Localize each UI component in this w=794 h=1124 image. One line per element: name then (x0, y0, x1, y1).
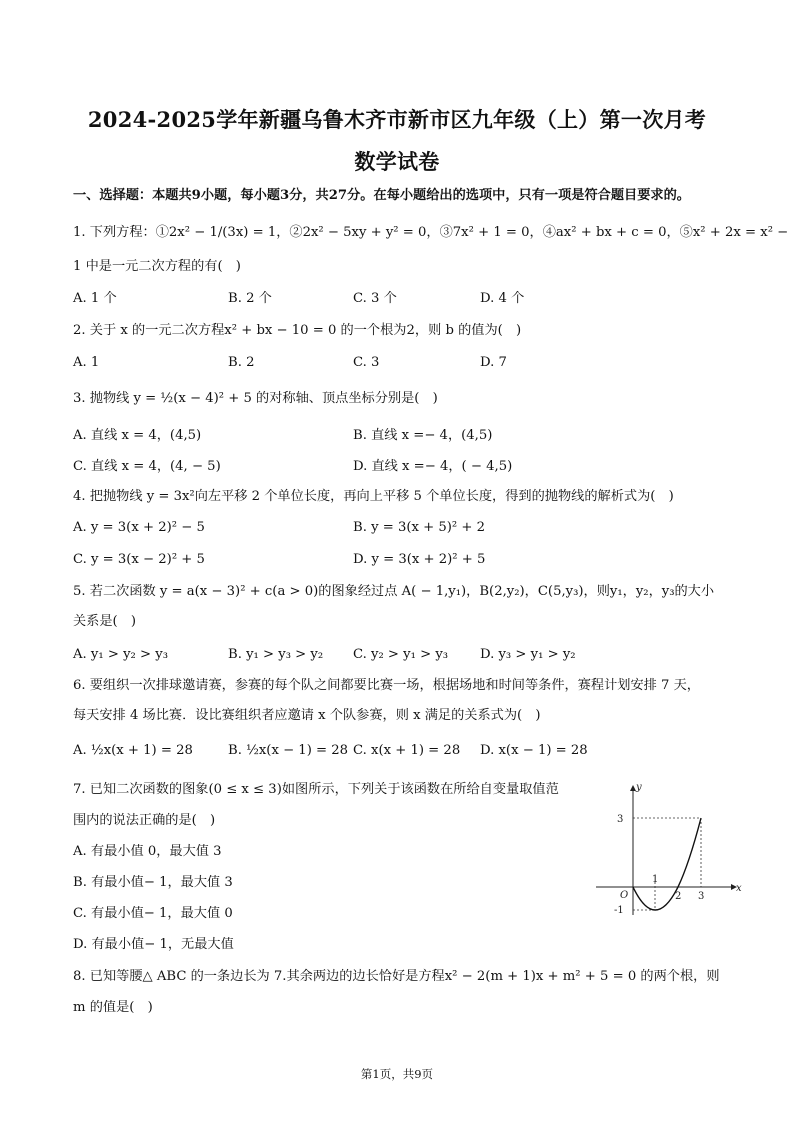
q4-option-a: A. y = 3(x + 2)² − 5 (73, 520, 205, 535)
tick-label-x-2: 2 (675, 891, 682, 902)
q6-option-d: D. x(x − 1) = 28 (480, 743, 588, 758)
question-2-stem: 2. 关于 x 的一元二次方程x² + bx − 10 = 0 的一个根为2，则 b 的值为( ) (73, 323, 522, 338)
q2-option-d: D. 7 (480, 355, 507, 370)
q6-option-c: C. x(x + 1) = 28 (353, 743, 461, 758)
q6-option-a: A. ½x(x + 1) = 28 (73, 743, 193, 758)
q7-option-a: A. 有最小值 0，最大值 3 (73, 844, 222, 859)
question-6-stem: 6. 要组织一次排球邀请赛，参赛的每个队之间都要比赛一场，根据场地和时间等条件，赛程计划安排 7 天， (73, 678, 700, 693)
q2-option-b: B. 2 (228, 355, 255, 370)
page-footer: 第1页，共9页 (360, 1067, 434, 1081)
q7-option-d: D. 有最小值− 1，无最大值 (73, 937, 234, 952)
question-6-stem-cont: 每天安排 4 场比赛．设比赛组织者应邀请 x 个队参赛，则 x 满足的关系式为( ) (73, 708, 541, 723)
q2-option-a: A. 1 (73, 355, 100, 370)
q5-option-a: A. y₁ > y₂ > y₃ (73, 647, 168, 662)
q4-option-c: C. y = 3(x − 2)² + 5 (73, 552, 205, 567)
q6-option-b: B. ½x(x − 1) = 28 (228, 743, 349, 758)
q5-option-c: C. y₂ > y₁ > y₃ (353, 647, 449, 662)
q4-option-b: B. y = 3(x + 5)² + 2 (353, 520, 486, 535)
question-7-stem: 7. 已知二次函数的图象(0 ≤ x ≤ 3)如图所示，下列关于该函数在所给自变量取值范 (73, 782, 559, 797)
parabola-graph (588, 780, 748, 930)
q2-option-c: C. 3 (353, 355, 380, 370)
question-8-stem-cont: m 的值是( ) (73, 1000, 153, 1015)
q5-option-d: D. y₃ > y₁ > y₂ (480, 647, 576, 662)
question-5-stem-cont: 关系是( ) (73, 614, 137, 629)
tick-label-y-neg1: -1 (614, 905, 624, 916)
q3-option-d: D. 直线 x =− 4，( − 4,5) (353, 459, 513, 474)
question-5-stem: 5. 若二次函数 y = a(x − 3)² + c(a > 0)的图象经过点 A( − 1,y₁)，B(2,y₂)，C(5,y₃)，则y₁，y₂，y₃的大小 (73, 584, 715, 599)
x-axis-label: x (736, 883, 742, 894)
q3-option-a: A. 直线 x = 4，(4,5) (73, 428, 202, 443)
q4-option-d: D. y = 3(x + 2)² + 5 (353, 552, 486, 567)
question-1-stem-cont: 1 中是一元二次方程的有( ) (73, 259, 241, 274)
q5-option-b: B. y₁ > y₃ > y₂ (228, 647, 324, 662)
question-4-stem: 4. 把抛物线 y = 3x²向左平移 2 个单位长度，再向上平移 5 个单位长度，得到的抛物线的解析式为( ) (73, 489, 674, 504)
q1-option-d: D. 4 个 (480, 291, 525, 306)
question-7-stem-cont: 围内的说法正确的是( ) (73, 813, 216, 828)
q1-option-c: C. 3 个 (353, 291, 397, 306)
tick-label-y-3: 3 (617, 814, 624, 825)
q1-option-a: A. 1 个 (73, 291, 117, 306)
tick-label-x-3: 3 (698, 891, 705, 902)
question-1-stem: 1. 下列方程：①2x² − 1/(3x) = 1，②2x² − 5xy + y² = 0，③7x² + 1 = 0，④ax² + bx + c = 0，⑤x² + 2x = x² − (73, 225, 789, 240)
section-heading: 一、选择题：本题共9小题，每小题3分，共27分。在每小题给出的选项中，只有一项是符合题目要求的。 (73, 188, 690, 203)
q7-option-c: C. 有最小值− 1，最大值 0 (73, 906, 233, 921)
question-3-stem: 3. 抛物线 y = ½(x − 4)² + 5 的对称轴、顶点坐标分别是( ) (73, 391, 438, 406)
page-subtitle: 数学试卷 (354, 149, 440, 174)
q7-option-b: B. 有最小值− 1，最大值 3 (73, 875, 233, 890)
q3-option-c: C. 直线 x = 4，(4, − 5) (73, 459, 221, 474)
q3-option-b: B. 直线 x =− 4，(4,5) (353, 428, 493, 443)
tick-label-x-1: 1 (652, 874, 659, 885)
origin-label: O (620, 890, 629, 901)
page-title: 2024-2025学年新疆乌鲁木齐市新市区九年级（上）第一次月考 (87, 107, 707, 132)
y-axis-label: y (636, 782, 642, 793)
q1-option-b: B. 2 个 (228, 291, 272, 306)
parabola-curve (633, 818, 701, 910)
question-8-stem: 8. 已知等腰△ ABC 的一条边长为 7.其余两边的边长恰好是方程x² − 2(m + 1)x + m² + 5 = 0 的两个根，则 (73, 969, 720, 984)
